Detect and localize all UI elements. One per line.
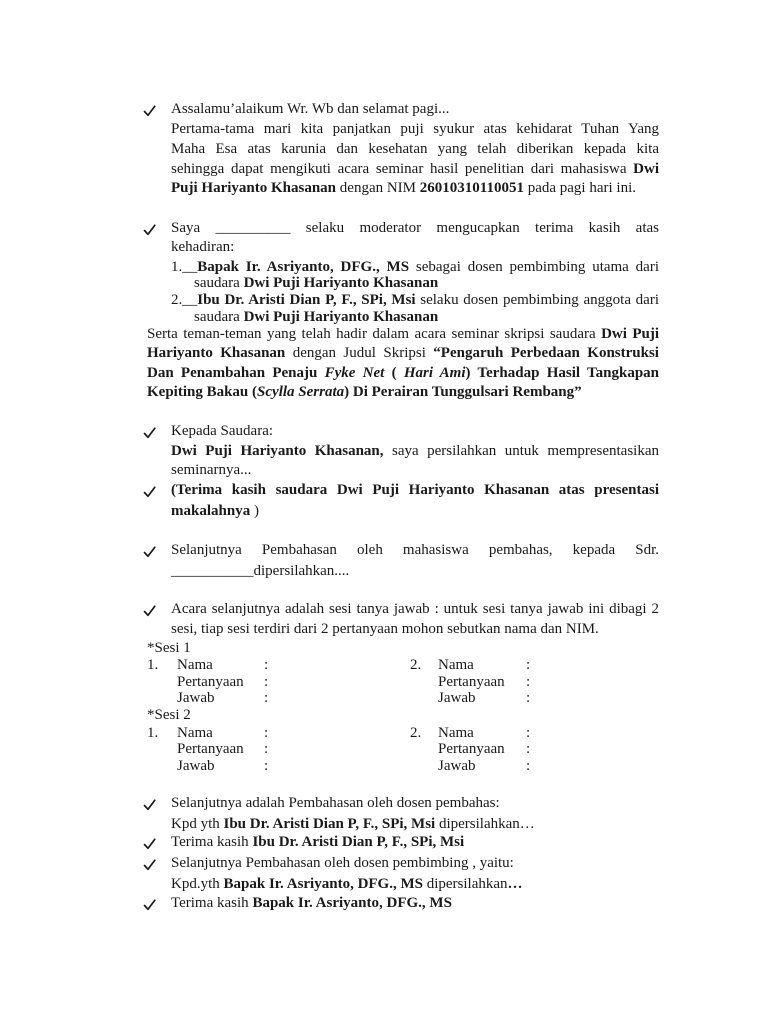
lecturer-name: Ibu Dr. Aristi Dian P, F., SPi, Msi — [223, 816, 436, 832]
presentation-line: seminarnya... — [171, 462, 252, 478]
field-label-question: Pertanyaan — [177, 741, 244, 757]
lecturer-name: Ibu Dr. Aristi Dian P, F., SPi, Msi — [197, 292, 416, 308]
check-icon — [143, 486, 156, 498]
presentation-thanks-line — [171, 502, 659, 520]
list-item — [171, 291, 659, 309]
field-label-name: Nama — [438, 657, 474, 673]
field-colon: : — [526, 657, 531, 673]
lecturer-name: Bapak Ir. Asriyanto, DFG., MS — [197, 259, 410, 275]
field-colon: : — [526, 758, 531, 774]
moderator-name-blank: __________ — [215, 220, 291, 236]
list-number: 2.__ — [171, 292, 198, 308]
student-name: Puji Hariyanto Khasanan — [171, 180, 337, 196]
field-colon: : — [264, 657, 269, 673]
session-label: *Sesi 1 — [147, 640, 191, 656]
discussion-text: dipersilahkan.... — [253, 563, 350, 579]
thesis-title: ) Di Perairan Tunggulsari Rembang” — [344, 384, 582, 400]
entry-number: 1. — [147, 657, 159, 673]
thesis-title: ( — [384, 365, 404, 381]
field-colon: : — [264, 741, 269, 757]
entry-number: 2. — [410, 725, 422, 741]
closing-ellipsis: … — [507, 876, 523, 892]
field-colon: : — [526, 741, 531, 757]
thesis-title-italic: Scylla Serrata — [257, 384, 345, 400]
field-label-question: Pertanyaan — [177, 674, 244, 690]
list-number: 1.__ — [171, 259, 198, 275]
lecturer-role: selaku dosen pembimbing anggota dari — [415, 292, 659, 308]
closing-line — [171, 833, 659, 851]
session-row-question — [0, 740, 768, 758]
field-colon: : — [264, 758, 269, 774]
field-colon: : — [264, 725, 269, 741]
paragraph-text: sehingga dapat mengikuti acara seminar hasil penelitian dari mahasiswa — [171, 161, 634, 177]
moderator-line: kehadiran: — [171, 239, 235, 255]
closing-text: Terima kasih — [171, 895, 253, 911]
field-label-name: Nama — [438, 725, 474, 741]
field-colon: : — [526, 690, 531, 706]
field-label-answer: Jawab — [438, 690, 476, 706]
entry-number: 1. — [147, 725, 159, 741]
qa-line: Acara selanjutnya adalah sesi tanya jawab : untuk sesi tanya jawab ini dibagi 2 — [171, 601, 659, 617]
student-name: Dwi Puji Hariyanto Khasanan — [243, 309, 439, 325]
opening-paragraph-line — [171, 179, 659, 197]
thesis-title: Dan Penambahan Penaju — [147, 365, 325, 381]
check-icon — [143, 859, 156, 871]
closing-line: Selanjutnya Pembahasan oleh dosen pembimbing , yaitu: — [171, 855, 514, 871]
check-icon — [143, 224, 156, 236]
closing-text: Terima kasih — [171, 834, 253, 850]
closing-text: dipersilahkan… — [435, 816, 535, 832]
presentation-line — [171, 442, 659, 460]
check-icon — [143, 105, 156, 117]
closing-text: Kpd yth — [171, 816, 224, 832]
thesis-paragraph-line — [147, 344, 659, 362]
thesis-title: Kepiting Bakau ( — [147, 384, 258, 400]
paragraph-text: dengan NIM — [336, 180, 420, 196]
presentation-heading: Kepada Saudara: — [171, 423, 274, 439]
opening-paragraph-line — [171, 160, 659, 178]
student-nim: 26010310110051 — [419, 180, 524, 196]
list-item-continuation — [194, 308, 659, 326]
field-colon: : — [526, 725, 531, 741]
moderator-text: selaku moderator mengucapkan terima kasih atas — [290, 220, 659, 236]
list-text: saudara — [194, 309, 244, 325]
thesis-title: “Pengaruh Perbedaan Konstruksi — [433, 345, 659, 361]
closing-text: Kpd.yth — [171, 876, 224, 892]
session-row-answer — [0, 689, 768, 707]
discussion-line: Selanjutnya Pembahasan oleh mahasiswa pembahas, kepada Sdr. — [171, 542, 659, 558]
student-name: Dwi Puji Hariyanto Khasanan, — [171, 443, 384, 459]
lecturer-name: Ibu Dr. Aristi Dian P, F., SPi, Msi — [252, 834, 465, 850]
student-name: Dwi Puji Hariyanto Khasanan — [243, 275, 439, 291]
moderator-text: Saya — [171, 220, 216, 236]
opening-paragraph-line: Pertama-tama mari kita panjatkan puji syukur atas kehidarat Tuhan Yang — [171, 121, 659, 137]
check-icon — [143, 899, 156, 911]
field-label-name: Nama — [177, 725, 213, 741]
check-icon — [143, 605, 156, 617]
lecturer-role: sebagai dosen pembimbing utama dari — [409, 259, 659, 275]
thesis-title-line — [147, 383, 659, 401]
session-label: *Sesi 2 — [147, 707, 191, 723]
closing-line — [171, 894, 659, 912]
closing-line — [171, 875, 659, 893]
student-name: Hariyanto Khasanan — [147, 345, 286, 361]
lecturer-name: Bapak Ir. Asriyanto, DFG., MS — [223, 876, 423, 892]
thesis-title-italic: Hari Ami — [403, 365, 466, 381]
field-label-answer: Jawab — [177, 758, 215, 774]
entry-number: 2. — [410, 657, 422, 673]
field-label-name: Nama — [177, 657, 213, 673]
student-name: Dwi Puji — [601, 326, 659, 342]
field-colon: : — [526, 674, 531, 690]
thesis-title: ) Terhadap Hasil Tangkapan — [465, 365, 660, 381]
thesis-paragraph-line — [147, 325, 659, 343]
list-item-continuation — [194, 274, 659, 292]
student-name: Dwi — [633, 161, 659, 177]
greeting-line: Assalamu’alaikum Wr. Wb dan selamat pagi... — [171, 101, 450, 117]
paragraph-text: Serta teman-teman yang telah hadir dalam acara seminar skripsi saudara — [147, 326, 602, 342]
field-label-question: Pertanyaan — [438, 674, 505, 690]
field-label-answer: Jawab — [177, 690, 215, 706]
closing-line: Selanjutnya adalah Pembahasan oleh dosen pembahas: — [171, 795, 500, 811]
field-label-answer: Jawab — [438, 758, 476, 774]
check-icon — [143, 799, 156, 811]
list-text: saudara — [194, 275, 244, 291]
discussant-name-blank: ___________ — [171, 563, 254, 579]
presentation-thanks-text: ) — [250, 503, 259, 519]
moderator-line — [171, 219, 659, 237]
check-icon — [143, 546, 156, 558]
check-icon — [143, 838, 156, 850]
presentation-text: saya persilahkan untuk mempresentasikan — [383, 443, 659, 459]
session-row-answer — [0, 757, 768, 775]
field-colon: : — [264, 690, 269, 706]
closing-text: dipersilahkan — [422, 876, 508, 892]
field-colon: : — [264, 674, 269, 690]
presentation-thanks-line: (Terima kasih saudara Dwi Puji Hariyanto Khasanan atas presentasi — [171, 482, 659, 498]
qa-line: sesi, tiap sesi terdiri dari 2 pertanyaan mohon sebutkan nama dan NIM. — [171, 621, 599, 637]
thesis-title-italic: Fyke Net — [324, 365, 385, 381]
opening-paragraph-line: Maha Esa atas karunia dan kesehatan yang telah diberikan kepada kita — [171, 141, 659, 157]
closing-line — [171, 815, 659, 833]
presentation-thanks-text: makalahnya — [171, 503, 251, 519]
thesis-title-line — [147, 364, 659, 382]
paragraph-text: pada pagi hari ini. — [523, 180, 636, 196]
paragraph-text: dengan Judul Skripsi — [285, 345, 434, 361]
discussion-line — [171, 562, 659, 580]
lecturer-name: Bapak Ir. Asriyanto, DFG., MS — [252, 895, 452, 911]
check-icon — [143, 427, 156, 439]
session-row-name — [0, 656, 768, 674]
field-label-question: Pertanyaan — [438, 741, 505, 757]
